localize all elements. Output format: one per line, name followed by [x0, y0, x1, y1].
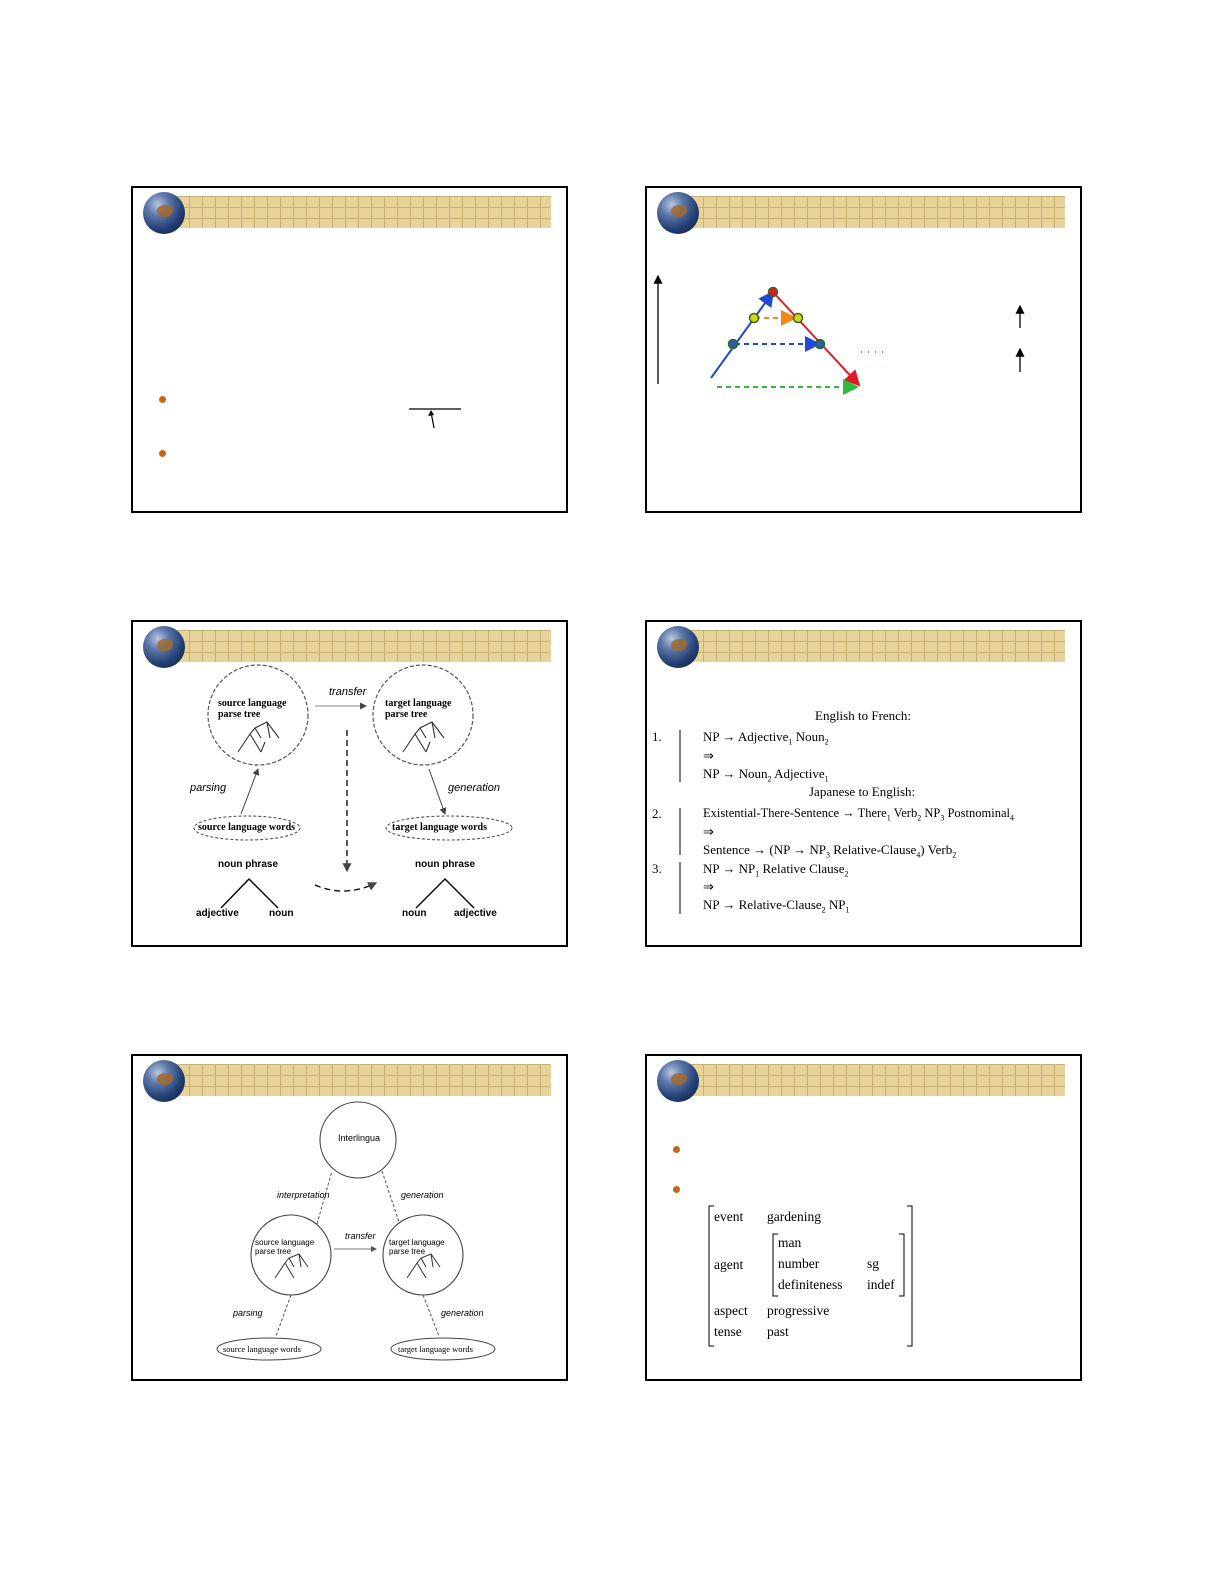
- japanese-english-heading: Japanese to English:: [809, 784, 916, 799]
- rule-number: 1.: [652, 729, 662, 744]
- event-value: gardening: [767, 1209, 821, 1224]
- noun-right-label: noun: [402, 908, 427, 919]
- rule-3-source: NP → $NP_1$ Relative Clause$_2$: [703, 861, 849, 879]
- rule-2-target: Sentence → ($NP \to NP_3$ Relative-Clause$_4$) Verb$_2$: [703, 842, 957, 860]
- semantic-node-right: [794, 314, 803, 323]
- underline-arrow: [403, 402, 463, 432]
- transfer-label: transfer: [345, 1231, 376, 1241]
- generation-label: generation: [441, 1308, 484, 1318]
- target-words-label: target language words: [398, 1344, 473, 1354]
- agent-key: agent: [714, 1257, 744, 1272]
- tree-icon: [238, 722, 279, 752]
- aspect-value: progressive: [767, 1303, 830, 1318]
- interlingua-label: Interlingua: [338, 1133, 381, 1143]
- generation-line: [773, 292, 859, 385]
- semantic-node-left: [750, 314, 759, 323]
- rule-1-arrow: ⇒: [703, 748, 714, 763]
- interlingua-node: [769, 288, 778, 297]
- tree-icon: [275, 1254, 308, 1278]
- definiteness-key: definiteness: [778, 1277, 843, 1292]
- dashed-curve-arrow: [315, 883, 376, 891]
- rule-number: 2.: [652, 806, 662, 821]
- adjective-left-label: adjective: [196, 908, 239, 919]
- generation-label: generation: [448, 782, 500, 794]
- parsing-label: parsing: [190, 782, 227, 794]
- source-words-label: source language words: [223, 1344, 301, 1354]
- tense-value: past: [767, 1324, 789, 1339]
- rule-1-target: NP → Noun$_2$ Adjective$_1$: [703, 766, 829, 784]
- slide-5: [131, 1054, 568, 1381]
- interpretation-label: interpretation: [277, 1190, 330, 1200]
- target-words-label: target language words: [392, 822, 487, 833]
- rule-2-arrow: ⇒: [703, 824, 714, 839]
- adjective-right-label: adjective: [454, 908, 497, 919]
- generation-arrow: [429, 769, 445, 814]
- definiteness-value: indef: [867, 1277, 895, 1292]
- source-tree-label: source language parse tree: [218, 698, 287, 720]
- target-tree-label: target language parse tree: [385, 698, 452, 720]
- np-right-label: noun phrase: [415, 859, 476, 870]
- generation-label: generation: [401, 1190, 444, 1200]
- noun-left-label: noun: [269, 908, 294, 919]
- slide-2: [645, 186, 1082, 513]
- number-value: sg: [867, 1256, 880, 1271]
- tree-icon: [407, 1254, 440, 1278]
- english-french-heading: English to French:: [815, 708, 912, 723]
- rule-3-target: NP → Relative-Clause$_2$ $NP_1$: [703, 897, 850, 915]
- feature-structure-brackets: [647, 1056, 1082, 1381]
- rule-2-source: Existential-There-Sentence → There$_1$ Verb$_2$ $NP_3$ Postnominal$_4$: [703, 806, 1014, 823]
- syntactic-node-right: [816, 340, 825, 349]
- agent-head: man: [778, 1235, 802, 1250]
- parsing-label: parsing: [233, 1308, 263, 1318]
- np-tree-right: [416, 879, 474, 908]
- number-key: number: [778, 1256, 820, 1271]
- np-left-label: noun phrase: [218, 859, 279, 870]
- rule-1-source: NP → Adjective$_1$ Noun$_2$: [703, 729, 829, 747]
- bullet-icon: [159, 450, 166, 457]
- translation-pyramid-diagram: [647, 188, 1082, 513]
- source-words-label: source language words: [198, 822, 296, 833]
- slide-4: [645, 620, 1082, 947]
- np-tree-left: [221, 879, 278, 908]
- slide-6: [645, 1054, 1082, 1381]
- globe-icon: [143, 192, 185, 234]
- target-tree-label: target language parse tree: [389, 1238, 445, 1256]
- aspect-key: aspect: [714, 1303, 748, 1318]
- parsing-arrow: [241, 769, 258, 814]
- analysis-line: [711, 292, 773, 378]
- source-tree-label: source language parse tree: [255, 1238, 315, 1256]
- tree-icon: [403, 722, 444, 752]
- interlingua-diagram: [133, 1056, 568, 1381]
- tense-key: tense: [714, 1324, 742, 1339]
- slide-1: [131, 186, 568, 513]
- event-key: event: [714, 1209, 744, 1224]
- rule-3-arrow: ⇒: [703, 879, 714, 894]
- bullet-icon: [159, 396, 166, 403]
- slide-3: [131, 620, 568, 947]
- syntactic-node-left: [729, 340, 738, 349]
- transfer-label: transfer: [329, 686, 367, 698]
- map-banner: [163, 196, 551, 228]
- rule-number: 3.: [652, 861, 662, 876]
